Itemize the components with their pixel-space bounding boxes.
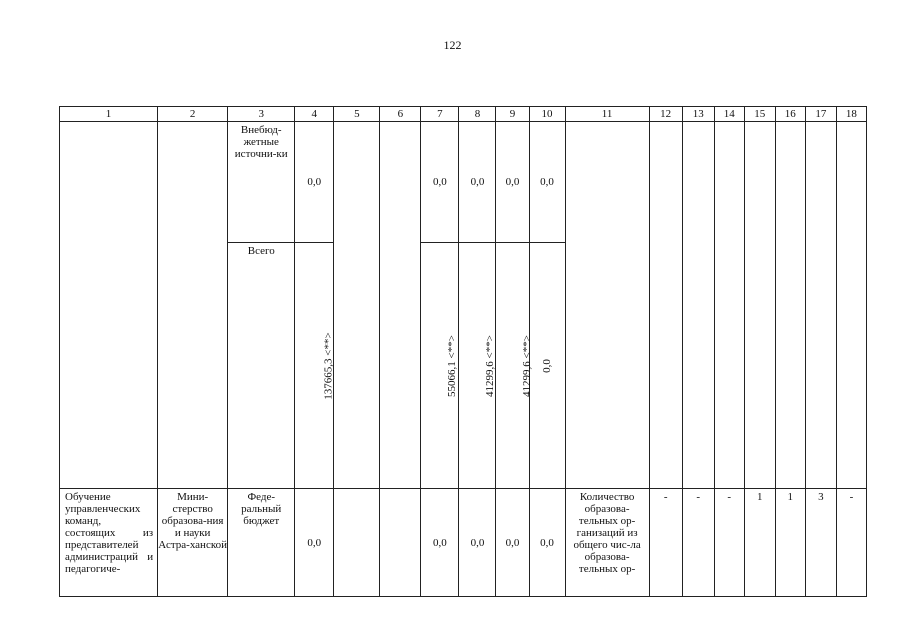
indicator-value: 3 <box>805 489 836 597</box>
col-header-9: 9 <box>496 107 529 122</box>
indicator-value: - <box>682 489 714 597</box>
cell-col5-empty <box>334 122 380 489</box>
indicator-value: 1 <box>775 489 805 597</box>
value-cell: 0,0 <box>529 489 565 597</box>
activity-name-cell: Обучение управленческих команд, состоящих из представителей администраций и педагогиче- <box>60 489 158 597</box>
col-header-13: 13 <box>682 107 714 122</box>
value-cell-rotated <box>496 243 534 489</box>
indicator-cell: Количество образова-тельных ор-ганизаций из общего чис-ла образова-тельных ор- <box>565 489 649 597</box>
cell-col16-empty <box>775 122 805 489</box>
col-header-2: 2 <box>158 107 228 122</box>
value-text: 0,0 <box>541 358 554 373</box>
table-row-training <box>60 489 867 597</box>
cell-col12-empty <box>649 122 682 489</box>
cell-col2-empty <box>158 122 228 489</box>
page-number: 122 <box>443 38 462 52</box>
value-cell: 0,0 <box>295 122 334 243</box>
value-text: 41299,6 <**> <box>484 334 497 397</box>
header-row <box>60 107 867 122</box>
cell-col14-empty <box>714 122 744 489</box>
value-text: 137665,3 <**> <box>322 331 335 400</box>
value-cell: 0,0 <box>421 489 459 597</box>
indicator-value: - <box>714 489 744 597</box>
executor-cell: Мини-стерство образова-ния и науки Астра-ханской <box>158 489 228 597</box>
col-header-11: 11 <box>565 107 649 122</box>
value-cell: 0,0 <box>421 122 459 243</box>
funding-source-cell: Всего <box>228 243 295 489</box>
col-header-18: 18 <box>836 107 866 122</box>
cell-col13-empty <box>682 122 714 489</box>
col-header-6: 6 <box>380 107 421 122</box>
indicator-value: - <box>836 489 866 597</box>
col-header-4: 4 <box>295 107 334 122</box>
col-header-5: 5 <box>334 107 380 122</box>
indicator-value: - <box>649 489 682 597</box>
cell-col5-empty <box>334 489 380 597</box>
col-header-12: 12 <box>649 107 682 122</box>
program-table <box>59 106 867 597</box>
cell-col15-empty <box>744 122 775 489</box>
funding-source-cell: Внебюд-жетные источни-ки <box>228 122 295 243</box>
value-cell: 0,0 <box>529 122 565 243</box>
value-cell: 0,0 <box>459 122 496 243</box>
value-text: 41299,6 <**> <box>521 334 534 397</box>
col-header-16: 16 <box>775 107 805 122</box>
cell-col11-empty <box>565 122 649 489</box>
value-cell-rotated <box>295 243 334 489</box>
col-header-17: 17 <box>805 107 836 122</box>
col-header-3: 3 <box>228 107 295 122</box>
funding-source-cell: Феде-ральный бюджет <box>228 489 295 597</box>
col-header-14: 14 <box>714 107 744 122</box>
cell-col17-empty <box>805 122 836 489</box>
cell-col1-empty <box>60 122 158 489</box>
value-cell: 0,0 <box>459 489 496 597</box>
indicator-value: 1 <box>744 489 775 597</box>
cell-col18-empty <box>836 122 866 489</box>
value-cell-rotated <box>529 243 565 489</box>
value-text: 55066,1 <**> <box>446 334 459 397</box>
col-header-10: 10 <box>529 107 565 122</box>
cell-col6-empty <box>380 122 421 489</box>
col-header-1: 1 <box>60 107 158 122</box>
value-cell: 0,0 <box>496 122 529 243</box>
value-cell: 0,0 <box>295 489 334 597</box>
col-header-15: 15 <box>744 107 775 122</box>
col-header-8: 8 <box>459 107 496 122</box>
value-cell-rotated <box>459 243 496 489</box>
value-cell: 0,0 <box>496 489 529 597</box>
col-header-7: 7 <box>421 107 459 122</box>
table-row-extrabudget <box>60 122 867 243</box>
value-cell-rotated <box>421 243 459 489</box>
cell-col6-empty <box>380 489 421 597</box>
